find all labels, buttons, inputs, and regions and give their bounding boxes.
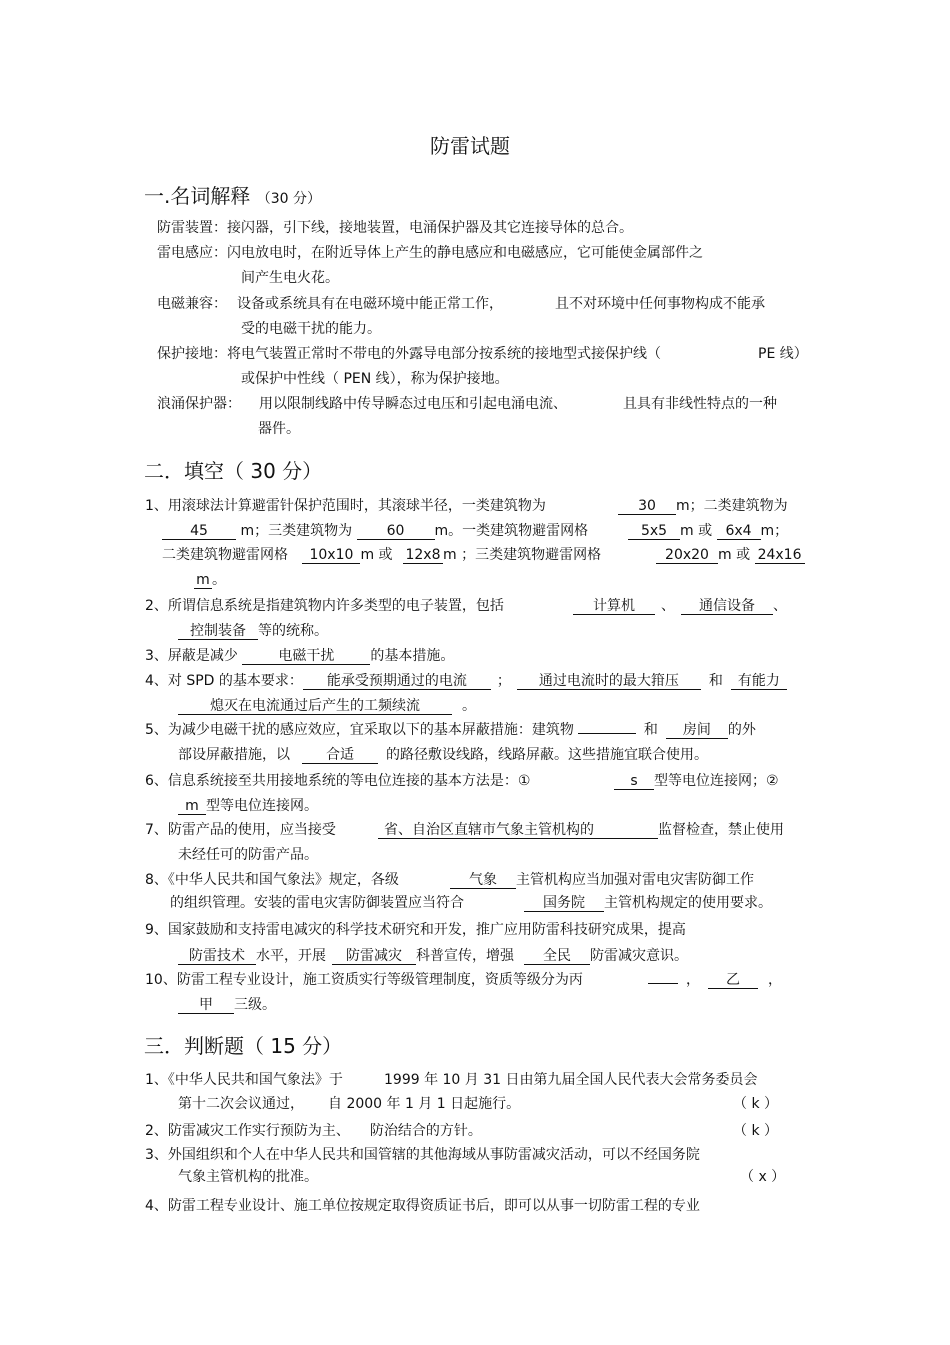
answer-blank: 45	[162, 523, 236, 540]
answer-blank: m	[178, 798, 206, 815]
question-text: m ；三类建筑物避雷网格	[443, 547, 602, 563]
answer-blank: 30	[618, 498, 676, 515]
fill-q1-line1	[145, 497, 546, 515]
fill-q8-line1	[145, 871, 399, 889]
term-row-3	[157, 295, 503, 313]
fill-q8-line2	[170, 894, 464, 912]
term-label: 防雷装置：	[157, 220, 227, 236]
question-text: 防治结合的方针。	[369, 1123, 482, 1139]
question-text: 的路径敷设线路，线路屏蔽。这些措施宜联合使用。	[386, 747, 708, 763]
fill-q7-line2: 未经任可的防雷产品。	[178, 847, 318, 863]
term-row-4	[157, 345, 661, 363]
question-text: 的基本措施。	[370, 648, 455, 664]
answer-blank: 房间	[666, 722, 728, 739]
answer-blank	[578, 733, 636, 734]
fill-q7-line1b	[378, 821, 784, 839]
section2-heading: 二．填空（ 30 分）	[144, 459, 323, 483]
fill-q6-line1	[145, 772, 530, 790]
question-text: 主管机构规定的使用要求。	[604, 895, 772, 911]
term-row-1	[157, 219, 633, 237]
answer-blank: 计算机	[573, 598, 655, 615]
question-text: 3、屏蔽是减少	[145, 648, 238, 664]
judge-q4-line1: 4、防雷工程专业设计、施工单位按规定取得资质证书后，即可以从事一切防雷工程的专业	[145, 1198, 700, 1214]
question-text: 8、《中华人民共和国气象法》规定，各级	[145, 872, 399, 888]
question-text: 的组织管理。安装的雷电灾害防御装置应当符合	[170, 895, 464, 911]
fill-q1-line2b	[628, 522, 788, 540]
answer-blank: 乙	[708, 972, 758, 989]
judge-q3-line2: 气象主管机构的批准。	[178, 1169, 318, 1185]
fill-q1-line3	[162, 546, 601, 564]
question-text: m 或	[718, 547, 751, 563]
answer-blank: s	[614, 773, 654, 790]
fill-q5-line2	[178, 746, 708, 764]
question-text: 6、信息系统接至共用接地系统的等电位连接的基本方法是：①	[145, 773, 531, 789]
judge-q1-line1	[145, 1071, 343, 1089]
question-text: 部设屏蔽措施，以	[178, 747, 290, 763]
judge-q3-line1: 3、外国组织和个人在中华人民共和国管辖的其他海域从事防雷减灾活动，可以不经国务院	[145, 1147, 700, 1163]
fill-q10-line1b	[648, 971, 782, 989]
judge-q2	[145, 1122, 482, 1140]
term-definition-cont: 或保护中性线（ PEN 线），称为保护接地。	[241, 371, 509, 387]
question-text: 和	[708, 673, 723, 689]
question-text: 和	[643, 722, 658, 738]
term-label: 雷电感应：	[157, 245, 227, 261]
question-text: 。	[462, 698, 476, 714]
answer-blank: 全民	[524, 948, 590, 965]
judge-answer: （ k ）	[733, 1096, 779, 1112]
section1-score: （30 分）	[256, 191, 321, 207]
term-definition-cont: 器件。	[258, 421, 300, 437]
question-text: 主管机构应当加强对雷电灾害防御工作	[516, 872, 754, 888]
term-definition: 用以限制线路中传导瞬态过电压和引起电涌电流、	[259, 396, 567, 412]
answer-blank: m	[194, 572, 212, 589]
question-text: 监督检查，禁止使用	[658, 822, 784, 838]
answer-blank: 20x20	[656, 547, 718, 564]
term-definition: 设备或系统具有在电磁环境中能正常工作，	[237, 296, 503, 312]
question-text: m 或	[360, 547, 393, 563]
answer-blank: 国务院	[524, 895, 604, 912]
fill-q8-line2b	[524, 894, 772, 912]
question-text: 防雷减灾意识。	[590, 948, 688, 964]
question-text: 2、所谓信息系统是指建筑物内许多类型的电子装置，包括	[145, 598, 504, 614]
question-text: ，	[686, 972, 700, 988]
fill-q6-line2	[178, 797, 318, 815]
question-text: 第十二次会议通过，	[178, 1096, 304, 1112]
answer-blank: 甲	[178, 997, 234, 1014]
question-text: 等的统称。	[258, 623, 328, 639]
fill-q1-line2	[162, 522, 588, 540]
term-definition-part2: 且具有非线性特点的一种	[623, 396, 777, 412]
answer-blank: 有能力	[731, 673, 787, 690]
fill-q3	[145, 647, 454, 665]
question-text: m 或	[680, 523, 713, 539]
term-label: 电磁兼容：	[157, 296, 227, 312]
fill-q2-line2	[178, 622, 328, 640]
answer-blank: 5x5	[628, 523, 680, 540]
question-text: 二类建筑物避雷网格	[162, 547, 288, 563]
term-definition-cont: 间产生电火花。	[241, 270, 339, 286]
answer-blank: 控制装备	[178, 623, 258, 640]
answer-blank: 60	[357, 523, 435, 540]
term-label: 保护接地：	[157, 346, 227, 362]
question-text: 、	[773, 598, 787, 614]
answer-blank: 防雷技术	[178, 948, 256, 965]
question-text: 三级。	[234, 997, 276, 1013]
answer-blank: 熄灭在电流通过后产生的工频续流	[178, 698, 452, 715]
question-text: 10、防雷工程专业设计，施工资质实行等级管理制度，资质等级分为丙	[145, 972, 583, 988]
section1-heading	[144, 180, 321, 209]
fill-q4-line1	[145, 672, 787, 690]
question-text: 、	[661, 598, 675, 614]
judge-answer: （ k ）	[733, 1123, 779, 1139]
term-definition: 闪电放电时，在附近导体上产生的静电感应和电磁感应，它可能使金属部件之	[227, 245, 703, 261]
question-text: 水平，开展	[256, 948, 326, 964]
question-text: 5、为减少电磁干扰的感应效应，宜采取以下的基本屏蔽措施：建筑物	[145, 722, 574, 738]
question-text: 自 2000 年 1 月 1 日起施行。	[328, 1096, 521, 1112]
fill-q4-line2	[178, 697, 476, 715]
term-definition: 接闪器，引下线，接地装置，电涌保护器及其它连接导体的总合。	[227, 220, 633, 236]
term-definition-cont: 受的电磁干扰的能力。	[241, 321, 381, 337]
question-text: 。	[212, 572, 226, 588]
question-text: ；	[496, 673, 511, 689]
judge-q1-line1b: 1999 年 10 月 31 日由第九届全国人民代表大会常务委员会	[384, 1072, 758, 1088]
fill-q6-line1b	[614, 772, 779, 790]
answer-blank: 24x16	[755, 547, 805, 564]
question-text: 7、防雷产品的使用，应当接受	[145, 822, 336, 838]
question-text: 1、《中华人民共和国气象法》于	[145, 1072, 343, 1088]
term-row-2	[157, 244, 703, 262]
answer-blank: 合适	[302, 747, 378, 764]
page-title: 防雷试题	[430, 134, 510, 158]
answer-blank: 电磁干扰	[242, 648, 370, 665]
question-text: m；三类建筑物为	[240, 523, 353, 539]
question-text: m；	[760, 523, 789, 539]
answer-blank: 通信设备	[681, 598, 773, 615]
question-text: ，	[768, 972, 782, 988]
question-text: 1、用滚球法计算避雷针保护范围时，其滚球半径，一类建筑物为	[145, 498, 546, 514]
fill-q5-line1	[145, 721, 756, 739]
fill-q1-line1b	[618, 497, 788, 515]
fill-q8-line1b	[450, 871, 754, 889]
answer-blank	[648, 983, 678, 984]
answer-blank: 6x4	[717, 523, 761, 540]
term-definition-part2: PE 线）	[758, 346, 808, 362]
question-text: 4、对 SPD 的基本要求：	[145, 673, 303, 689]
answer-blank: 12x8	[403, 547, 443, 564]
fill-q2-line1b	[573, 597, 787, 615]
question-text: 的外	[727, 722, 756, 738]
term-definition-part2: 且不对环境中任何事物构成不能承	[555, 296, 765, 312]
fill-q7-line1	[145, 821, 336, 839]
answer-blank: 能承受预期通过的电流	[303, 673, 491, 690]
term-row-5	[157, 395, 567, 413]
fill-q10-line2	[178, 996, 276, 1014]
section1-heading-text: 一.名词解释	[144, 184, 251, 208]
question-text: 2、防雷减灾工作实行预防为主、	[145, 1123, 350, 1139]
question-text: 科普宣传，增强	[416, 948, 514, 964]
answer-blank: 省、自治区直辖市气象主管机构的	[378, 822, 658, 839]
fill-q1-line4	[194, 571, 226, 589]
answer-blank: 通过电流时的最大箝压	[517, 673, 701, 690]
fill-q2-line1	[145, 597, 504, 615]
question-text: 型等电位连接网。	[206, 798, 318, 814]
judge-answer: （ x ）	[740, 1169, 786, 1185]
answer-blank: 10x10	[302, 547, 360, 564]
answer-blank: 防雷减灾	[332, 948, 416, 965]
judge-q1-line2	[178, 1095, 520, 1113]
term-definition: 将电气装置正常时不带电的外露导电部分按系统的接地型式接保护线（	[227, 346, 661, 362]
fill-q1-line3b	[656, 546, 805, 564]
question-text: 型等电位连接网；②	[654, 773, 779, 789]
fill-q10-line1	[145, 971, 583, 989]
section3-heading: 三．判断题（ 15 分）	[144, 1034, 343, 1058]
fill-q9-line2	[178, 947, 688, 965]
question-text: m。一类建筑物避雷网格	[434, 523, 589, 539]
question-text: m；二类建筑物为	[676, 498, 788, 514]
term-label: 浪涌保护器：	[157, 396, 241, 412]
answer-blank: 气象	[450, 872, 516, 889]
fill-q9-line1: 9、国家鼓励和支持雷电减灾的科学技术研究和开发，推广应用防雷科技研究成果，提高	[145, 922, 686, 938]
